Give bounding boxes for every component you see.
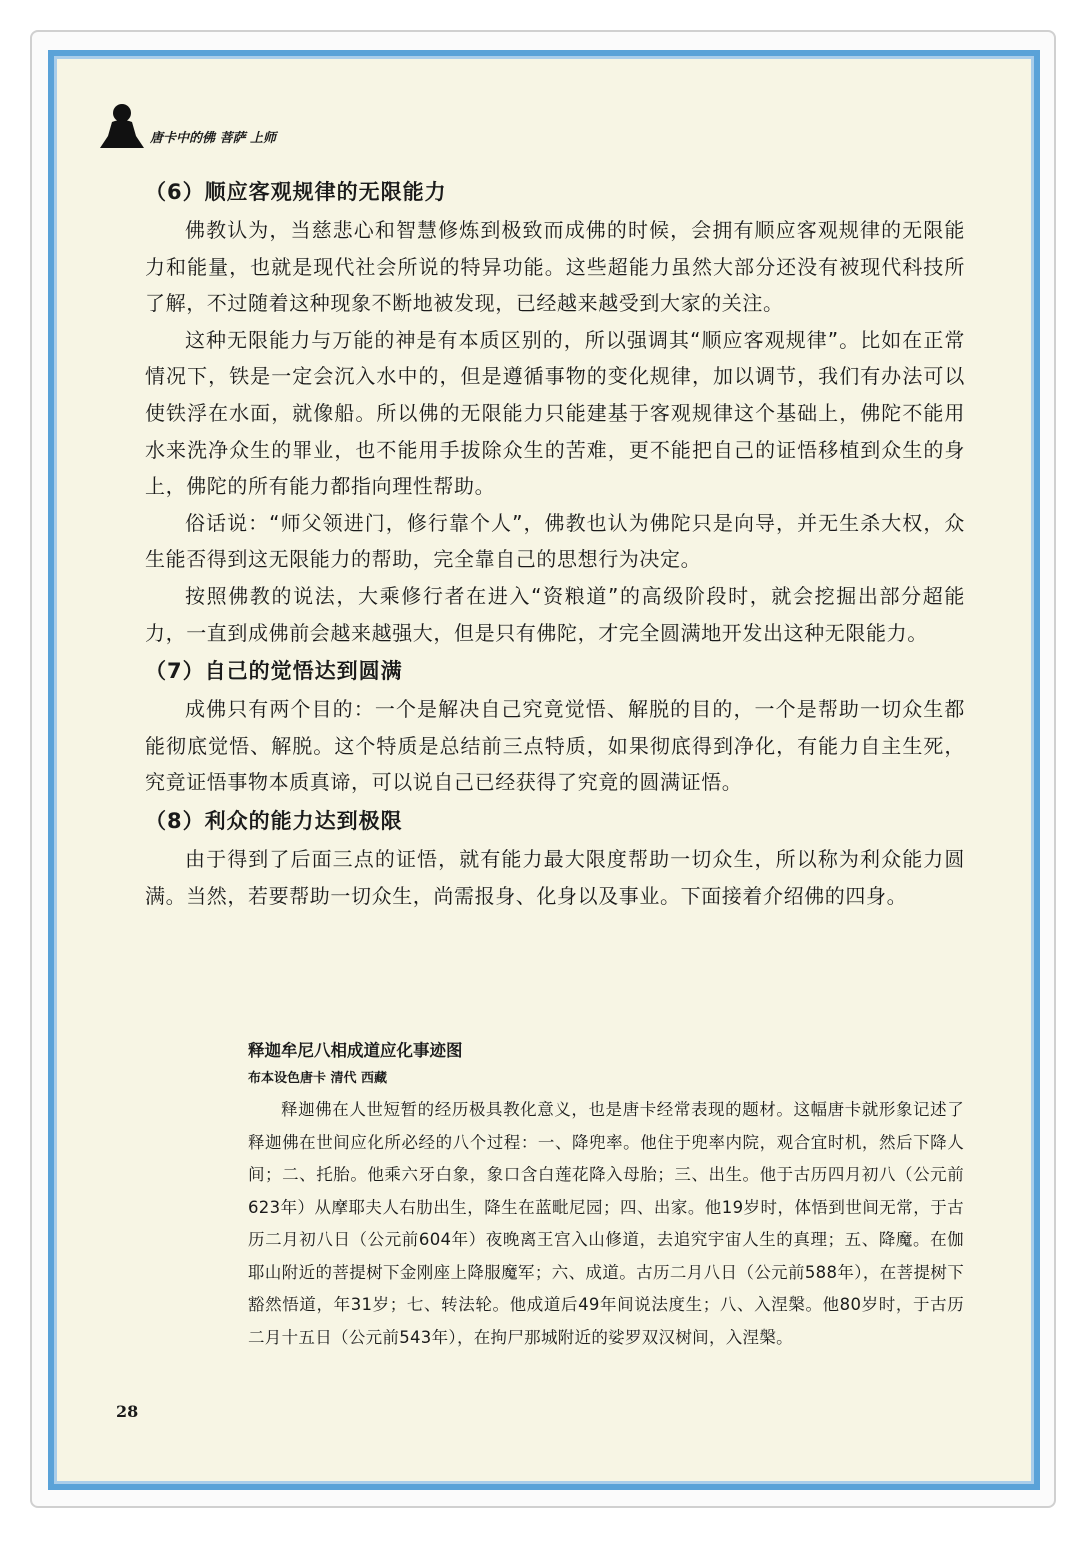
section-6-paragraph: 俗话说：“师父领进门，修行靠个人”，佛教也认为佛陀只是向导，并无生杀大权，众生能否得到这无限能力的帮助，完全靠自己的思想行为决定。 <box>145 510 965 572</box>
section-8-paragraph: 由于得到了后面三点的证悟，就有能力最大限度帮助一切众生，所以称为利众能力圆满。当然，若要帮助一切众生，尚需报身、化身以及事业。下面接着介绍佛的四身。 <box>145 846 965 908</box>
caption-body: 释迦佛在人世短暂的经历极具教化意义，也是唐卡经常表现的题材。这幅唐卡就形象记述了释迦佛在世间应化所必经的八个过程：一、降兜率。他住于兜率内院，观合宜时机，然后下降人间；二、托胎。他乘六牙白象，象口含白莲花降入母胎；三、出生。他于古历四月初八（公元前623年）从摩耶夫人右肋出生，降生在蓝毗尼园；四、出家。他19岁时，体悟到世间无常，于古历二月初八日（公元前604年）夜晚离王宫入山修道，去追究宇宙人生的真理；五、降魔。在伽耶山附近的菩提树下金刚座上降服魔军；六、成道。古历二月八日（公元前588年），在菩提树下豁然悟道，年31岁；七、转法轮。他成道后49年间说法度生；八、入涅槃。他80岁时，于古历二月十五日（公元前543年），在拘尸那城附近的娑罗双汉树间，入涅槃。 <box>248 1100 964 1347</box>
section-8-title: （8）利众的能力达到极限 <box>145 808 403 833</box>
caption-subtitle: 布本设色唐卡 清代 西藏 <box>248 1071 388 1086</box>
section-6-title: （6）顺应客观规律的无限能力 <box>145 180 447 204</box>
running-header <box>100 102 276 150</box>
caption-title: 释迦牟尼八相成道应化事迹图 <box>248 1041 463 1060</box>
running-title: 唐卡中的佛 菩萨 上师 <box>150 131 277 146</box>
figure-caption <box>248 1036 964 1354</box>
section-7-paragraph: 成佛只有两个目的：一个是解决自己究竟觉悟、解脱的目的，一个是帮助一切众生都能彻底觉悟、解脱。这个特质是总结前三点特质，如果彻底得到净化，有能力自主生死，究竟证悟事物本质真谛，可以说自己已经获得了究竟的圆满证悟。 <box>145 697 965 795</box>
section-6-paragraph: 佛教认为，当慈悲心和智慧修炼到极致而成佛的时候，会拥有顺应客观规律的无限能力和能量，也就是现代社会所说的特异功能。这些超能力虽然大部分还没有被现代科技所了解，不过随着这种现象不断地被发现，已经越来越受到大家的关注。 <box>145 218 965 316</box>
section-6-paragraph: 按照佛教的说法，大乘修行者在进入“资粮道”的高级阶段时，就会挖掘出部分超能力，一直到成佛前会越来越强大，但是只有佛陀，才完全圆满地开发出这种无限能力。 <box>145 583 965 645</box>
section-6-paragraph: 这种无限能力与万能的神是有本质区别的，所以强调其“顺应客观规律”。比如在正常情况下，铁是一定会沉入水中的，但是遵循事物的变化规律，加以调节，我们有办法可以使铁浮在水面，就像船。所以佛的无限能力只能建基于客观规律这个基础上，佛陀不能用水来洗净众生的罪业，也不能用手拔除众生的苦难，更不能把自己的证悟移植到众生的身上，佛陀的所有能力都指向理性帮助。 <box>145 327 965 499</box>
seated-buddha-icon <box>100 102 144 150</box>
section-7-title: （7）自己的觉悟达到圆满 <box>145 659 403 684</box>
page-number: 28 <box>116 1402 139 1421</box>
main-text <box>145 172 965 914</box>
